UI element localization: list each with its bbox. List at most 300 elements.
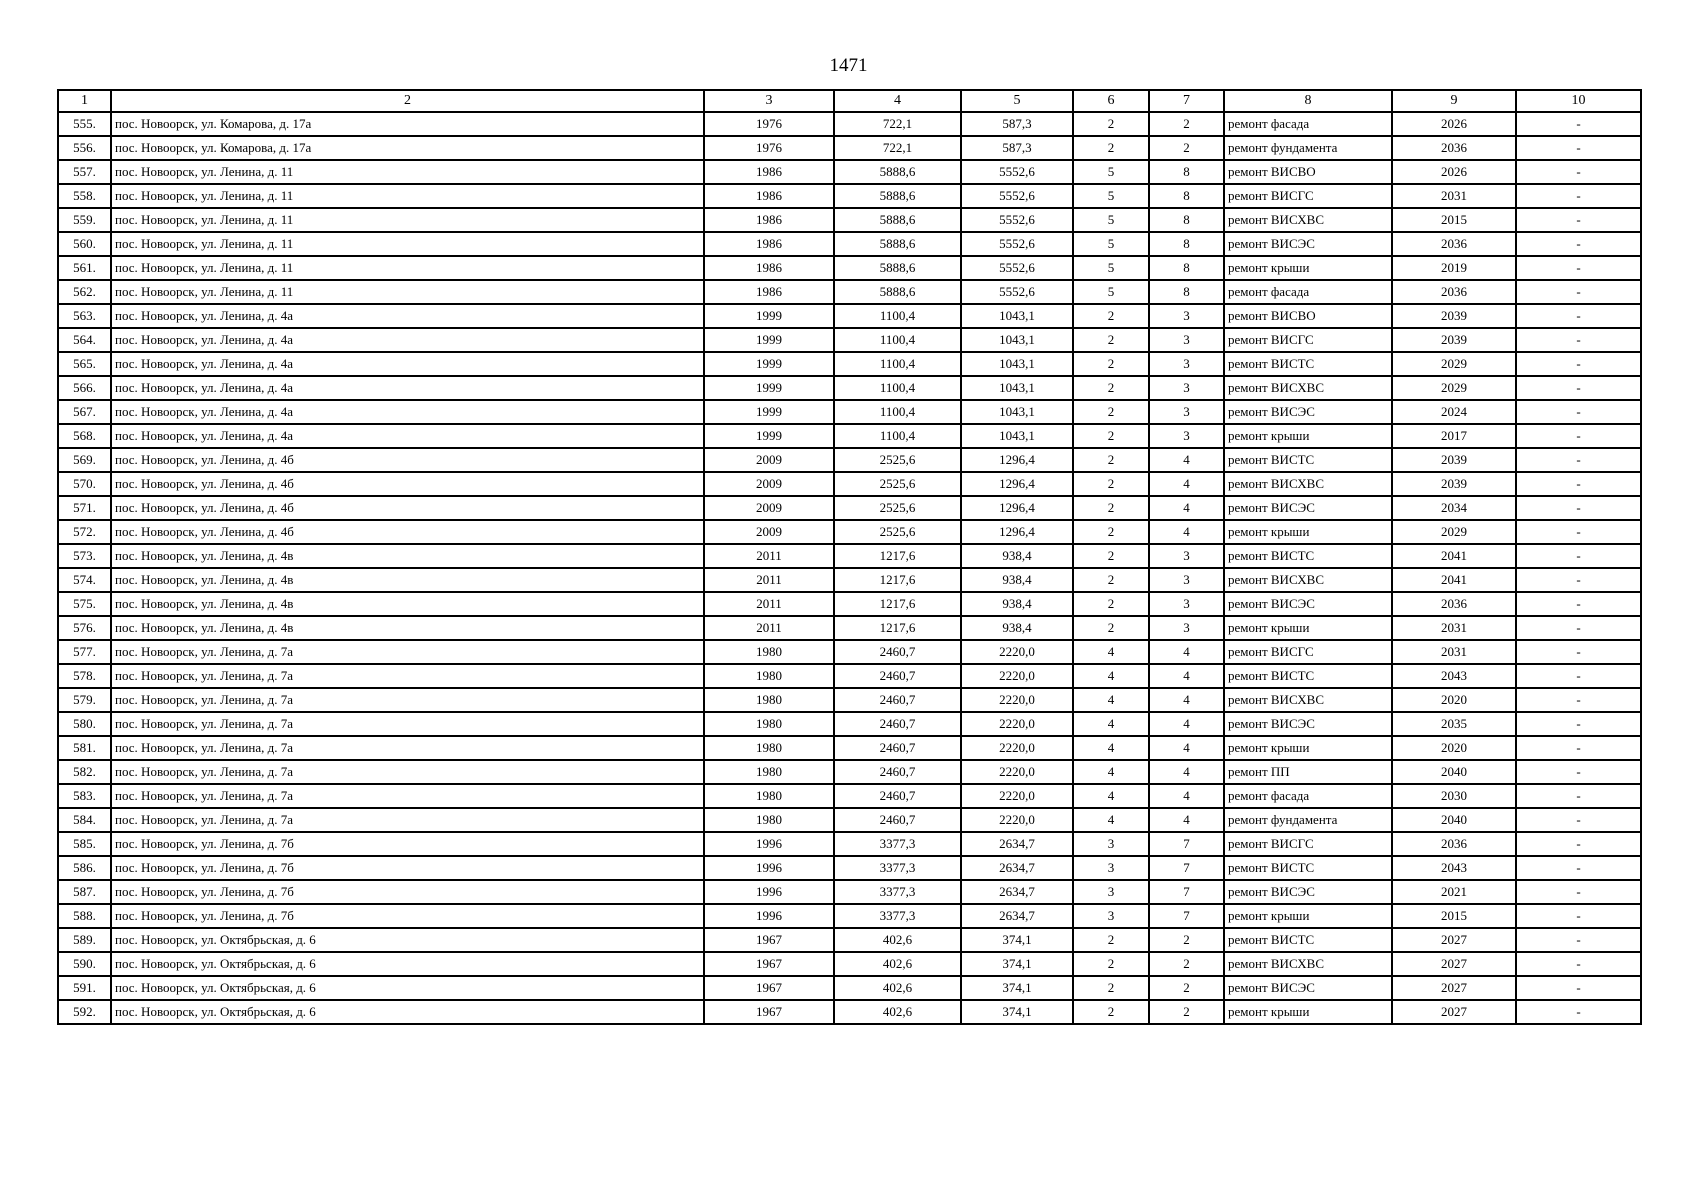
floors-cell: 2 <box>1073 112 1149 136</box>
year-built-cell: 1980 <box>704 664 834 688</box>
note-cell: - <box>1516 640 1641 664</box>
year-built-cell: 1986 <box>704 160 834 184</box>
note-cell: - <box>1516 184 1641 208</box>
total-area-cell: 1100,4 <box>834 424 961 448</box>
table-row <box>58 160 1641 184</box>
note-cell: - <box>1516 256 1641 280</box>
note-cell: - <box>1516 376 1641 400</box>
total-area-cell: 1100,4 <box>834 376 961 400</box>
row-number-cell: 590. <box>58 952 111 976</box>
planned-year-cell: 2015 <box>1392 208 1516 232</box>
living-area-cell: 1043,1 <box>961 424 1073 448</box>
living-area-cell: 2220,0 <box>961 640 1073 664</box>
table-row <box>58 928 1641 952</box>
table-row <box>58 664 1641 688</box>
address-cell: пос. Новоорск, ул. Ленина, д. 7а <box>111 712 704 736</box>
address-cell: пос. Новоорск, ул. Ленина, д. 7а <box>111 640 704 664</box>
planned-year-cell: 2020 <box>1392 736 1516 760</box>
entrances-cell: 2 <box>1149 952 1224 976</box>
address-cell: пос. Новоорск, ул. Ленина, д. 4а <box>111 304 704 328</box>
floors-cell: 5 <box>1073 184 1149 208</box>
entrances-cell: 4 <box>1149 688 1224 712</box>
repair-type-cell: ремонт ВИСГС <box>1224 832 1392 856</box>
living-area-cell: 2634,7 <box>961 832 1073 856</box>
floors-cell: 5 <box>1073 256 1149 280</box>
repair-type-cell: ремонт ВИСЭС <box>1224 592 1392 616</box>
entrances-cell: 4 <box>1149 736 1224 760</box>
table-row <box>58 688 1641 712</box>
row-number-cell: 587. <box>58 880 111 904</box>
year-built-cell: 1999 <box>704 376 834 400</box>
table-row <box>58 328 1641 352</box>
capital-repair-table <box>57 89 1642 1025</box>
note-cell: - <box>1516 544 1641 568</box>
repair-type-cell: ремонт ВИСТС <box>1224 448 1392 472</box>
year-built-cell: 1996 <box>704 880 834 904</box>
entrances-cell: 4 <box>1149 712 1224 736</box>
address-cell: пос. Новоорск, ул. Ленина, д. 4а <box>111 400 704 424</box>
table-row <box>58 496 1641 520</box>
row-number-cell: 586. <box>58 856 111 880</box>
entrances-cell: 3 <box>1149 568 1224 592</box>
floors-cell: 2 <box>1073 352 1149 376</box>
floors-cell: 2 <box>1073 424 1149 448</box>
planned-year-cell: 2036 <box>1392 592 1516 616</box>
address-cell: пос. Новоорск, ул. Ленина, д. 4в <box>111 616 704 640</box>
living-area-cell: 2220,0 <box>961 688 1073 712</box>
year-built-cell: 1976 <box>704 136 834 160</box>
address-cell: пос. Новоорск, ул. Комарова, д. 17а <box>111 112 704 136</box>
floors-cell: 2 <box>1073 328 1149 352</box>
row-number-cell: 565. <box>58 352 111 376</box>
floors-cell: 2 <box>1073 496 1149 520</box>
entrances-cell: 4 <box>1149 520 1224 544</box>
table-row <box>58 904 1641 928</box>
address-cell: пос. Новоорск, ул. Ленина, д. 7а <box>111 664 704 688</box>
note-cell: - <box>1516 928 1641 952</box>
column-header-3: 3 <box>704 90 834 112</box>
column-header-8: 8 <box>1224 90 1392 112</box>
note-cell: - <box>1516 232 1641 256</box>
address-cell: пос. Новоорск, ул. Октябрьская, д. 6 <box>111 928 704 952</box>
address-cell: пос. Новоорск, ул. Ленина, д. 4а <box>111 352 704 376</box>
address-cell: пос. Новоорск, ул. Ленина, д. 7б <box>111 832 704 856</box>
address-cell: пос. Новоорск, ул. Ленина, д. 4в <box>111 568 704 592</box>
planned-year-cell: 2029 <box>1392 376 1516 400</box>
row-number-cell: 589. <box>58 928 111 952</box>
planned-year-cell: 2041 <box>1392 544 1516 568</box>
living-area-cell: 5552,6 <box>961 208 1073 232</box>
living-area-cell: 2220,0 <box>961 760 1073 784</box>
living-area-cell: 5552,6 <box>961 232 1073 256</box>
header-row <box>58 90 1641 112</box>
address-cell: пос. Новоорск, ул. Ленина, д. 7б <box>111 880 704 904</box>
year-built-cell: 2009 <box>704 496 834 520</box>
entrances-cell: 3 <box>1149 376 1224 400</box>
entrances-cell: 8 <box>1149 208 1224 232</box>
total-area-cell: 5888,6 <box>834 208 961 232</box>
note-cell: - <box>1516 976 1641 1000</box>
table-row <box>58 280 1641 304</box>
repair-type-cell: ремонт ВИСТС <box>1224 856 1392 880</box>
floors-cell: 2 <box>1073 520 1149 544</box>
table-row <box>58 640 1641 664</box>
year-built-cell: 1980 <box>704 760 834 784</box>
total-area-cell: 402,6 <box>834 1000 961 1024</box>
total-area-cell: 1217,6 <box>834 616 961 640</box>
total-area-cell: 1217,6 <box>834 592 961 616</box>
entrances-cell: 4 <box>1149 640 1224 664</box>
planned-year-cell: 2036 <box>1392 232 1516 256</box>
living-area-cell: 938,4 <box>961 568 1073 592</box>
total-area-cell: 1217,6 <box>834 544 961 568</box>
total-area-cell: 1100,4 <box>834 328 961 352</box>
note-cell: - <box>1516 1000 1641 1024</box>
planned-year-cell: 2019 <box>1392 256 1516 280</box>
living-area-cell: 938,4 <box>961 544 1073 568</box>
row-number-cell: 556. <box>58 136 111 160</box>
note-cell: - <box>1516 352 1641 376</box>
table-row <box>58 520 1641 544</box>
entrances-cell: 4 <box>1149 496 1224 520</box>
total-area-cell: 5888,6 <box>834 280 961 304</box>
entrances-cell: 7 <box>1149 856 1224 880</box>
living-area-cell: 587,3 <box>961 112 1073 136</box>
year-built-cell: 1986 <box>704 208 834 232</box>
repair-type-cell: ремонт ВИСХВС <box>1224 472 1392 496</box>
planned-year-cell: 2040 <box>1392 808 1516 832</box>
entrances-cell: 4 <box>1149 760 1224 784</box>
year-built-cell: 1996 <box>704 904 834 928</box>
row-number-cell: 591. <box>58 976 111 1000</box>
living-area-cell: 2220,0 <box>961 808 1073 832</box>
repair-type-cell: ремонт фасада <box>1224 112 1392 136</box>
floors-cell: 3 <box>1073 856 1149 880</box>
repair-type-cell: ремонт фундамента <box>1224 808 1392 832</box>
living-area-cell: 374,1 <box>961 928 1073 952</box>
planned-year-cell: 2027 <box>1392 976 1516 1000</box>
row-number-cell: 583. <box>58 784 111 808</box>
column-header-7: 7 <box>1149 90 1224 112</box>
row-number-cell: 555. <box>58 112 111 136</box>
living-area-cell: 1043,1 <box>961 376 1073 400</box>
note-cell: - <box>1516 784 1641 808</box>
year-built-cell: 1996 <box>704 856 834 880</box>
address-cell: пос. Новоорск, ул. Ленина, д. 11 <box>111 256 704 280</box>
entrances-cell: 2 <box>1149 928 1224 952</box>
planned-year-cell: 2030 <box>1392 784 1516 808</box>
living-area-cell: 5552,6 <box>961 184 1073 208</box>
table-row <box>58 760 1641 784</box>
living-area-cell: 2220,0 <box>961 664 1073 688</box>
entrances-cell: 2 <box>1149 136 1224 160</box>
total-area-cell: 2460,7 <box>834 640 961 664</box>
row-number-cell: 559. <box>58 208 111 232</box>
note-cell: - <box>1516 160 1641 184</box>
year-built-cell: 1967 <box>704 928 834 952</box>
floors-cell: 2 <box>1073 928 1149 952</box>
address-cell: пос. Новоорск, ул. Октябрьская, д. 6 <box>111 976 704 1000</box>
planned-year-cell: 2036 <box>1392 136 1516 160</box>
entrances-cell: 7 <box>1149 904 1224 928</box>
floors-cell: 2 <box>1073 616 1149 640</box>
address-cell: пос. Новоорск, ул. Ленина, д. 4б <box>111 520 704 544</box>
living-area-cell: 2634,7 <box>961 880 1073 904</box>
row-number-cell: 567. <box>58 400 111 424</box>
address-cell: пос. Новоорск, ул. Ленина, д. 7б <box>111 904 704 928</box>
planned-year-cell: 2026 <box>1392 112 1516 136</box>
address-cell: пос. Новоорск, ул. Ленина, д. 7а <box>111 760 704 784</box>
total-area-cell: 3377,3 <box>834 880 961 904</box>
note-cell: - <box>1516 808 1641 832</box>
year-built-cell: 1999 <box>704 328 834 352</box>
repair-type-cell: ремонт ВИСХВС <box>1224 688 1392 712</box>
table-row <box>58 1000 1641 1024</box>
total-area-cell: 2525,6 <box>834 472 961 496</box>
table-row <box>58 472 1641 496</box>
row-number-cell: 588. <box>58 904 111 928</box>
total-area-cell: 5888,6 <box>834 184 961 208</box>
repair-type-cell: ремонт крыши <box>1224 424 1392 448</box>
total-area-cell: 2460,7 <box>834 688 961 712</box>
floors-cell: 2 <box>1073 1000 1149 1024</box>
repair-type-cell: ремонт ВИСЭС <box>1224 880 1392 904</box>
planned-year-cell: 2043 <box>1392 664 1516 688</box>
floors-cell: 5 <box>1073 208 1149 232</box>
year-built-cell: 1986 <box>704 256 834 280</box>
total-area-cell: 1100,4 <box>834 400 961 424</box>
year-built-cell: 1986 <box>704 232 834 256</box>
living-area-cell: 2220,0 <box>961 712 1073 736</box>
address-cell: пос. Новоорск, ул. Ленина, д. 11 <box>111 208 704 232</box>
entrances-cell: 3 <box>1149 400 1224 424</box>
floors-cell: 2 <box>1073 304 1149 328</box>
total-area-cell: 722,1 <box>834 136 961 160</box>
living-area-cell: 938,4 <box>961 616 1073 640</box>
living-area-cell: 1296,4 <box>961 496 1073 520</box>
address-cell: пос. Новоорск, ул. Ленина, д. 4в <box>111 592 704 616</box>
entrances-cell: 3 <box>1149 616 1224 640</box>
floors-cell: 4 <box>1073 688 1149 712</box>
table-row <box>58 856 1641 880</box>
table-row <box>58 832 1641 856</box>
year-built-cell: 1999 <box>704 424 834 448</box>
floors-cell: 5 <box>1073 232 1149 256</box>
floors-cell: 4 <box>1073 640 1149 664</box>
living-area-cell: 2634,7 <box>961 856 1073 880</box>
repair-type-cell: ремонт ВИСТС <box>1224 544 1392 568</box>
repair-type-cell: ремонт фасада <box>1224 784 1392 808</box>
entrances-cell: 4 <box>1149 448 1224 472</box>
row-number-cell: 578. <box>58 664 111 688</box>
planned-year-cell: 2041 <box>1392 568 1516 592</box>
year-built-cell: 1999 <box>704 304 834 328</box>
row-number-cell: 576. <box>58 616 111 640</box>
floors-cell: 2 <box>1073 952 1149 976</box>
living-area-cell: 1043,1 <box>961 304 1073 328</box>
year-built-cell: 2011 <box>704 616 834 640</box>
entrances-cell: 3 <box>1149 328 1224 352</box>
entrances-cell: 2 <box>1149 976 1224 1000</box>
table-row <box>58 976 1641 1000</box>
row-number-cell: 561. <box>58 256 111 280</box>
planned-year-cell: 2036 <box>1392 832 1516 856</box>
planned-year-cell: 2027 <box>1392 1000 1516 1024</box>
floors-cell: 4 <box>1073 808 1149 832</box>
row-number-cell: 568. <box>58 424 111 448</box>
page-number: 1471 <box>829 55 868 76</box>
planned-year-cell: 2043 <box>1392 856 1516 880</box>
living-area-cell: 1296,4 <box>961 448 1073 472</box>
entrances-cell: 4 <box>1149 664 1224 688</box>
table-row <box>58 544 1641 568</box>
address-cell: пос. Новоорск, ул. Ленина, д. 11 <box>111 160 704 184</box>
floors-cell: 3 <box>1073 880 1149 904</box>
address-cell: пос. Новоорск, ул. Ленина, д. 4а <box>111 376 704 400</box>
total-area-cell: 402,6 <box>834 952 961 976</box>
repair-type-cell: ремонт ВИСХВС <box>1224 568 1392 592</box>
address-cell: пос. Новоорск, ул. Ленина, д. 4а <box>111 328 704 352</box>
note-cell: - <box>1516 904 1641 928</box>
year-built-cell: 1967 <box>704 976 834 1000</box>
entrances-cell: 8 <box>1149 184 1224 208</box>
total-area-cell: 402,6 <box>834 976 961 1000</box>
table-row <box>58 112 1641 136</box>
entrances-cell: 3 <box>1149 544 1224 568</box>
planned-year-cell: 2039 <box>1392 472 1516 496</box>
address-cell: пос. Новоорск, ул. Ленина, д. 4б <box>111 496 704 520</box>
total-area-cell: 402,6 <box>834 928 961 952</box>
address-cell: пос. Новоорск, ул. Октябрьская, д. 6 <box>111 952 704 976</box>
column-header-1: 1 <box>58 90 111 112</box>
note-cell: - <box>1516 112 1641 136</box>
table-row <box>58 424 1641 448</box>
note-cell: - <box>1516 688 1641 712</box>
address-cell: пос. Новоорск, ул. Ленина, д. 11 <box>111 184 704 208</box>
row-number-cell: 573. <box>58 544 111 568</box>
living-area-cell: 2220,0 <box>961 736 1073 760</box>
address-cell: пос. Новоорск, ул. Ленина, д. 7а <box>111 808 704 832</box>
repair-type-cell: ремонт ВИСЭС <box>1224 496 1392 520</box>
row-number-cell: 577. <box>58 640 111 664</box>
year-built-cell: 2011 <box>704 568 834 592</box>
note-cell: - <box>1516 832 1641 856</box>
living-area-cell: 1043,1 <box>961 352 1073 376</box>
address-cell: пос. Новоорск, ул. Ленина, д. 11 <box>111 232 704 256</box>
planned-year-cell: 2039 <box>1392 304 1516 328</box>
repair-type-cell: ремонт ВИСЭС <box>1224 976 1392 1000</box>
living-area-cell: 1296,4 <box>961 520 1073 544</box>
floors-cell: 5 <box>1073 280 1149 304</box>
year-built-cell: 1996 <box>704 832 834 856</box>
note-cell: - <box>1516 520 1641 544</box>
entrances-cell: 4 <box>1149 784 1224 808</box>
floors-cell: 2 <box>1073 544 1149 568</box>
floors-cell: 3 <box>1073 904 1149 928</box>
column-header-4: 4 <box>834 90 961 112</box>
note-cell: - <box>1516 304 1641 328</box>
planned-year-cell: 2015 <box>1392 904 1516 928</box>
row-number-cell: 571. <box>58 496 111 520</box>
note-cell: - <box>1516 424 1641 448</box>
planned-year-cell: 2020 <box>1392 688 1516 712</box>
repair-type-cell: ремонт ВИСЭС <box>1224 232 1392 256</box>
floors-cell: 4 <box>1073 664 1149 688</box>
table-row <box>58 736 1641 760</box>
planned-year-cell: 2040 <box>1392 760 1516 784</box>
total-area-cell: 2460,7 <box>834 712 961 736</box>
repair-type-cell: ремонт крыши <box>1224 904 1392 928</box>
repair-type-cell: ремонт ВИСВО <box>1224 160 1392 184</box>
note-cell: - <box>1516 616 1641 640</box>
table-row <box>58 952 1641 976</box>
floors-cell: 4 <box>1073 736 1149 760</box>
floors-cell: 2 <box>1073 592 1149 616</box>
repair-type-cell: ремонт фасада <box>1224 280 1392 304</box>
note-cell: - <box>1516 856 1641 880</box>
living-area-cell: 2634,7 <box>961 904 1073 928</box>
column-header-5: 5 <box>961 90 1073 112</box>
total-area-cell: 2460,7 <box>834 760 961 784</box>
planned-year-cell: 2017 <box>1392 424 1516 448</box>
floors-cell: 2 <box>1073 136 1149 160</box>
table-row <box>58 304 1641 328</box>
address-cell: пос. Новоорск, ул. Ленина, д. 7б <box>111 856 704 880</box>
floors-cell: 5 <box>1073 160 1149 184</box>
planned-year-cell: 2024 <box>1392 400 1516 424</box>
entrances-cell: 4 <box>1149 472 1224 496</box>
table-row <box>58 808 1641 832</box>
floors-cell: 2 <box>1073 472 1149 496</box>
table-row <box>58 256 1641 280</box>
note-cell: - <box>1516 448 1641 472</box>
repair-type-cell: ремонт ВИСХВС <box>1224 952 1392 976</box>
row-number-cell: 570. <box>58 472 111 496</box>
table-row <box>58 784 1641 808</box>
year-built-cell: 2011 <box>704 544 834 568</box>
row-number-cell: 564. <box>58 328 111 352</box>
entrances-cell: 7 <box>1149 832 1224 856</box>
repair-type-cell: ремонт крыши <box>1224 520 1392 544</box>
year-built-cell: 1980 <box>704 712 834 736</box>
total-area-cell: 2460,7 <box>834 784 961 808</box>
total-area-cell: 2525,6 <box>834 496 961 520</box>
row-number-cell: 566. <box>58 376 111 400</box>
column-header-2: 2 <box>111 90 704 112</box>
repair-type-cell: ремонт фундамента <box>1224 136 1392 160</box>
row-number-cell: 574. <box>58 568 111 592</box>
column-header-10: 10 <box>1516 90 1641 112</box>
table-row <box>58 376 1641 400</box>
living-area-cell: 587,3 <box>961 136 1073 160</box>
repair-type-cell: ремонт крыши <box>1224 616 1392 640</box>
row-number-cell: 558. <box>58 184 111 208</box>
total-area-cell: 722,1 <box>834 112 961 136</box>
note-cell: - <box>1516 208 1641 232</box>
planned-year-cell: 2039 <box>1392 328 1516 352</box>
total-area-cell: 3377,3 <box>834 832 961 856</box>
note-cell: - <box>1516 736 1641 760</box>
note-cell: - <box>1516 712 1641 736</box>
entrances-cell: 3 <box>1149 592 1224 616</box>
floors-cell: 2 <box>1073 568 1149 592</box>
floors-cell: 2 <box>1073 448 1149 472</box>
total-area-cell: 3377,3 <box>834 856 961 880</box>
note-cell: - <box>1516 136 1641 160</box>
total-area-cell: 5888,6 <box>834 160 961 184</box>
row-number-cell: 572. <box>58 520 111 544</box>
year-built-cell: 1980 <box>704 688 834 712</box>
